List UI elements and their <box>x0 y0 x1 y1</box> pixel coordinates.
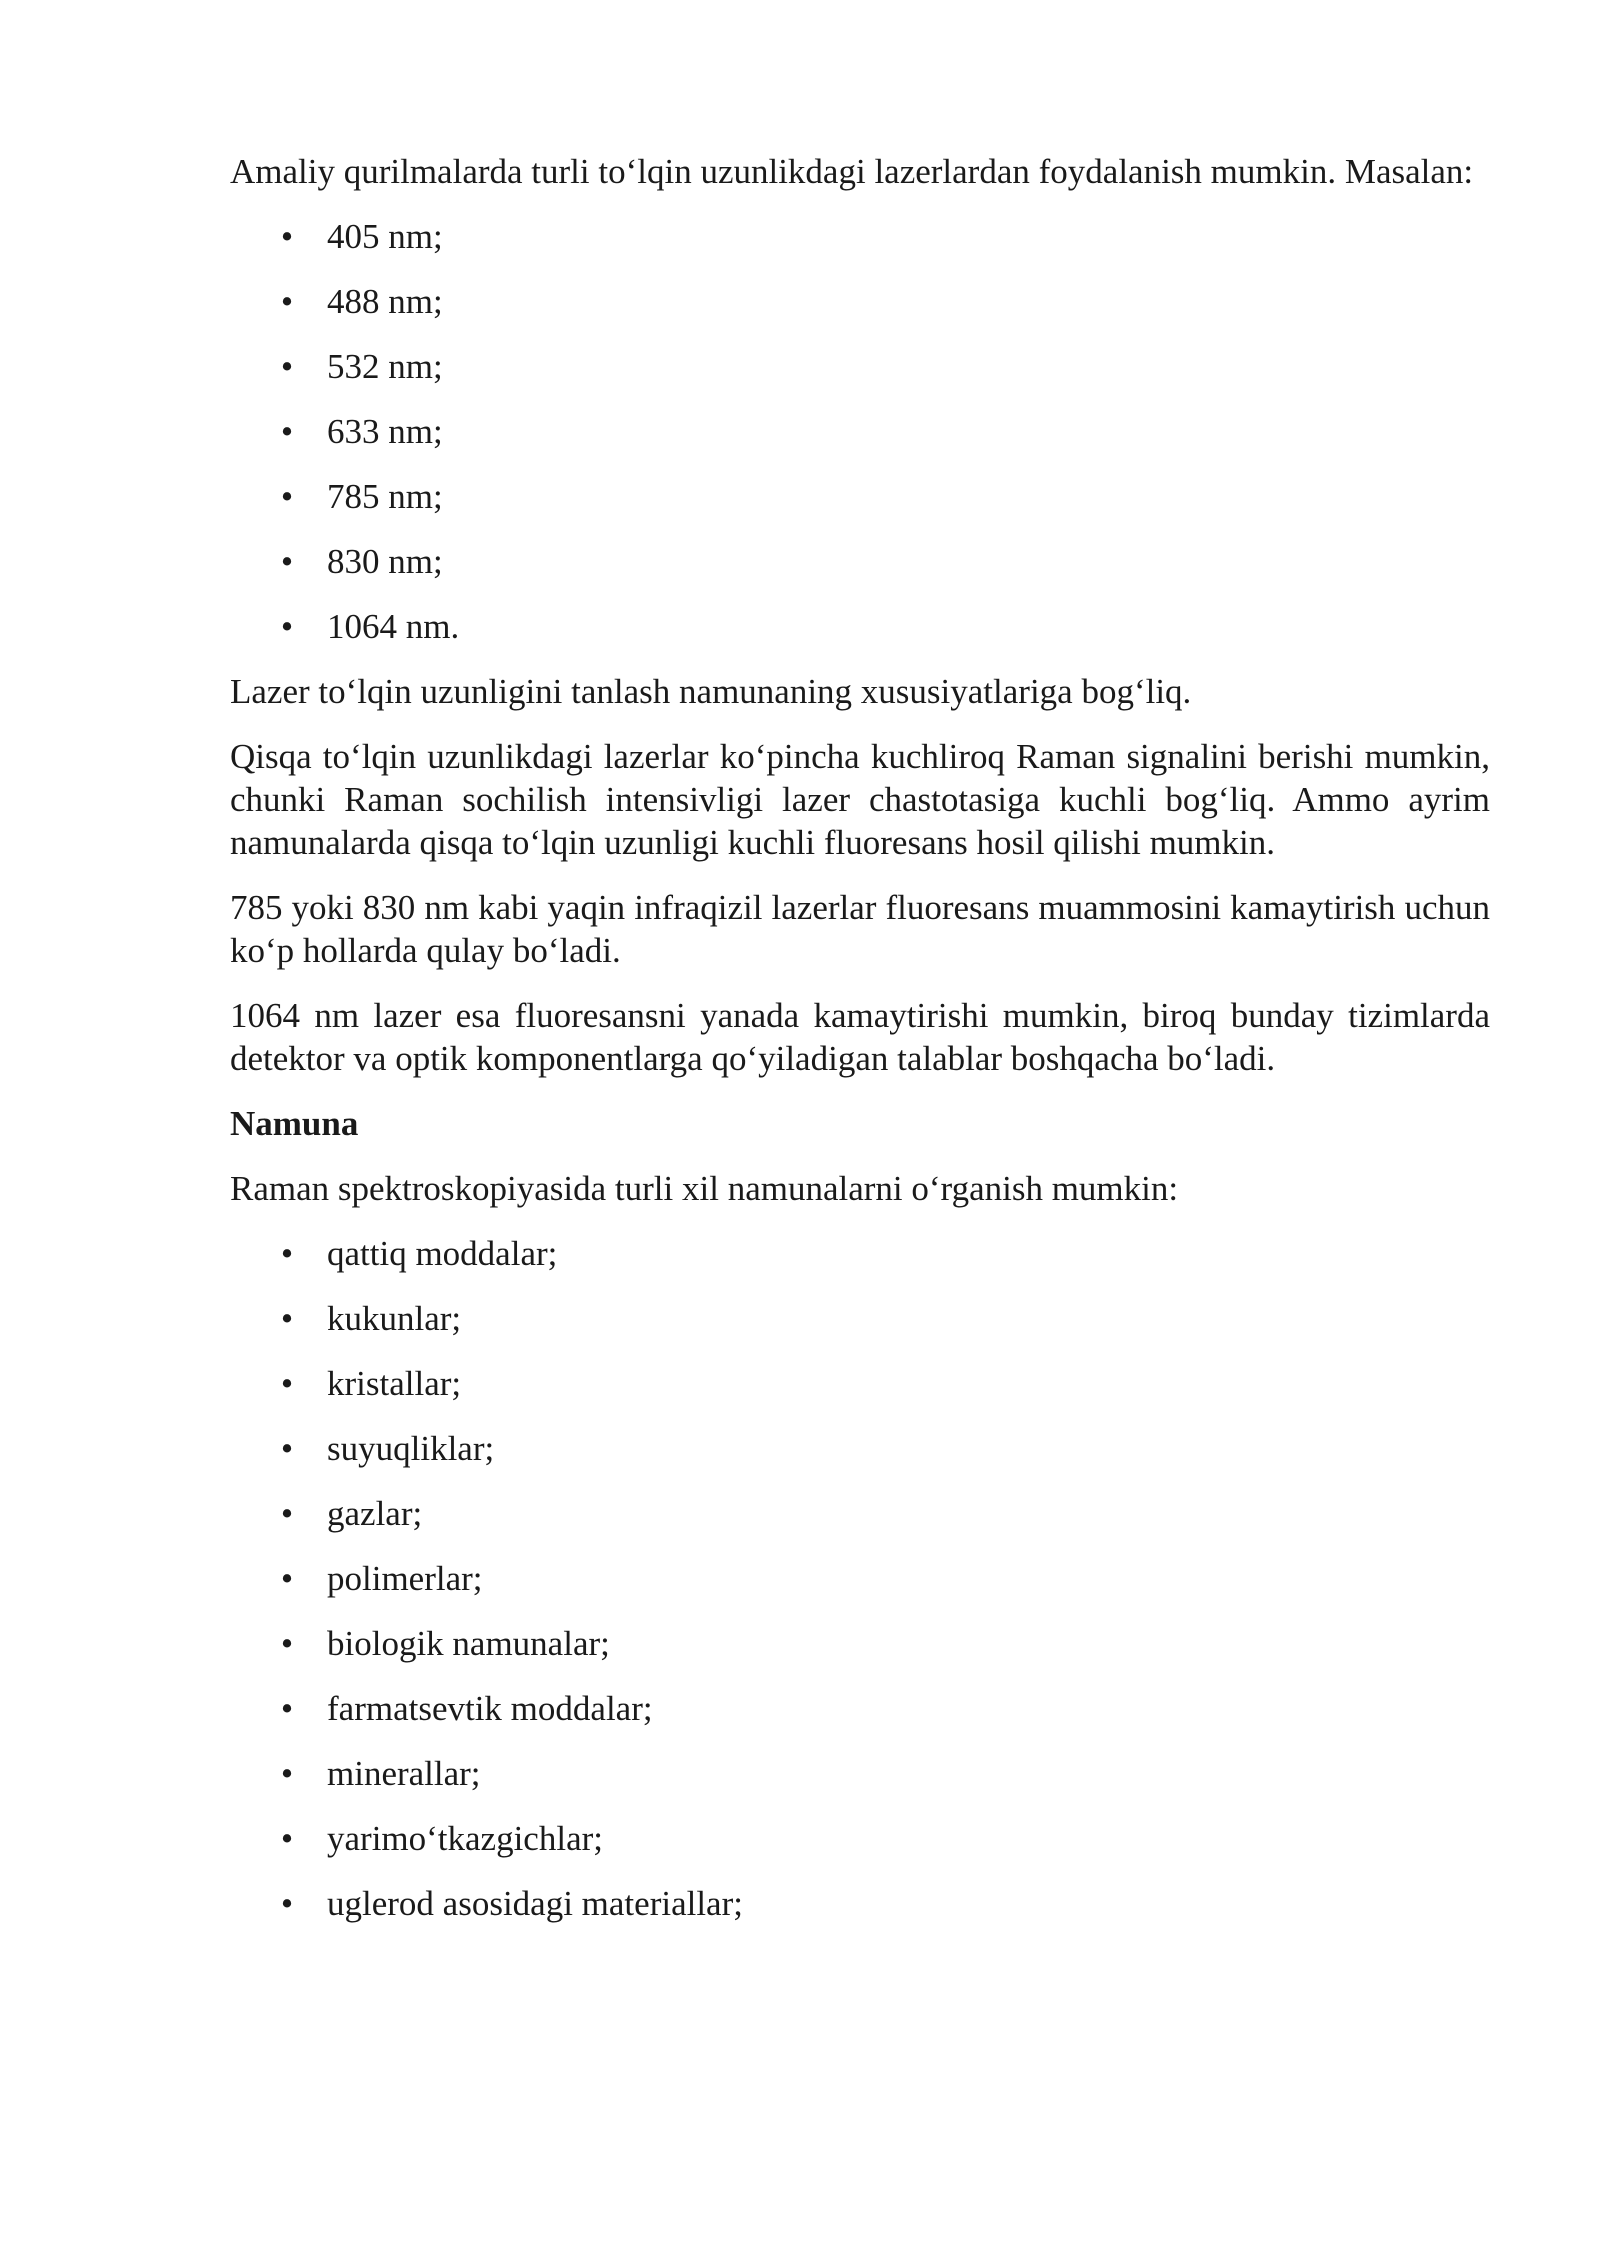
list-item: • kukunlar; <box>230 1297 1490 1340</box>
list-item: • 488 nm; <box>230 280 1490 323</box>
list-item: • yarimo‘tkazgichlar; <box>230 1817 1490 1860</box>
section-heading: Namuna <box>230 1104 359 1143</box>
selection-paragraph: Lazer to‘lqin uzunligini tanlash namunaning xususiyatlariga bog‘liq. <box>230 672 1192 711</box>
list-item: • 830 nm; <box>230 540 1490 583</box>
bullet-icon: • <box>280 217 294 256</box>
document-body <box>230 150 1490 1947</box>
bullet-icon: • <box>280 1624 294 1663</box>
list-item: • 405 nm; <box>230 215 1490 258</box>
list-item: • qattiq moddalar; <box>230 1232 1490 1275</box>
samples-list <box>230 1232 1490 1925</box>
bullet-icon: • <box>280 477 294 516</box>
list-item: • farmatsevtik moddalar; <box>230 1687 1490 1730</box>
list-item: • 785 nm; <box>230 475 1490 518</box>
samples-intro-paragraph: Raman spektroskopiyasida turli xil namunalarni o‘rganish mumkin: <box>230 1169 1179 1208</box>
bullet-icon: • <box>280 1299 294 1338</box>
near-ir-paragraph: 785 yoki 830 nm kabi yaqin infraqizil lazerlar fluoresans muammosini kamaytirish uchun ko‘p hollarda qulay bo‘ladi. <box>230 888 1490 970</box>
bullet-icon: • <box>280 412 294 451</box>
bullet-icon: • <box>280 1754 294 1793</box>
list-item: • uglerod asosidagi materiallar; <box>230 1882 1490 1925</box>
list-item: • 1064 nm. <box>230 605 1490 648</box>
list-item: • 532 nm; <box>230 345 1490 388</box>
bullet-icon: • <box>280 1494 294 1533</box>
laser-1064-paragraph: 1064 nm lazer esa fluoresansni yanada kamaytirishi mumkin, biroq bunday tizimlarda detektor va optik komponentlarga qo‘yiladigan talablar boshqacha bo‘ladi. <box>230 996 1490 1078</box>
bullet-icon: • <box>280 347 294 386</box>
bullet-icon: • <box>280 1689 294 1728</box>
bullet-icon: • <box>280 1559 294 1598</box>
list-item: • minerallar; <box>230 1752 1490 1795</box>
short-wave-paragraph: Qisqa to‘lqin uzunlikdagi lazerlar ko‘pincha kuchliroq Raman signalini berishi mumkin, chunki Raman sochilish intensivligi lazer chastotasiga kuchli bog‘liq. Ammo ayrim namunalarda qisqa to‘lqin uzunligi kuchli fluoresans hosil qilishi mumkin. <box>230 737 1490 862</box>
bullet-icon: • <box>280 1429 294 1468</box>
bullet-icon: • <box>280 282 294 321</box>
bullet-icon: • <box>280 1819 294 1858</box>
list-item: • kristallar; <box>230 1362 1490 1405</box>
bullet-icon: • <box>280 1234 294 1273</box>
list-item: • biologik namunalar; <box>230 1622 1490 1665</box>
list-item: • 633 nm; <box>230 410 1490 453</box>
wavelength-list <box>230 215 1490 648</box>
bullet-icon: • <box>280 1884 294 1923</box>
bullet-icon: • <box>280 1364 294 1403</box>
bullet-icon: • <box>280 607 294 646</box>
list-item: • gazlar; <box>230 1492 1490 1535</box>
list-item: • suyuqliklar; <box>230 1427 1490 1470</box>
bullet-icon: • <box>280 542 294 581</box>
intro-paragraph: Amaliy qurilmalarda turli to‘lqin uzunlikdagi lazerlardan foydalanish mumkin. Masalan: <box>230 152 1474 191</box>
list-item: • polimerlar; <box>230 1557 1490 1600</box>
